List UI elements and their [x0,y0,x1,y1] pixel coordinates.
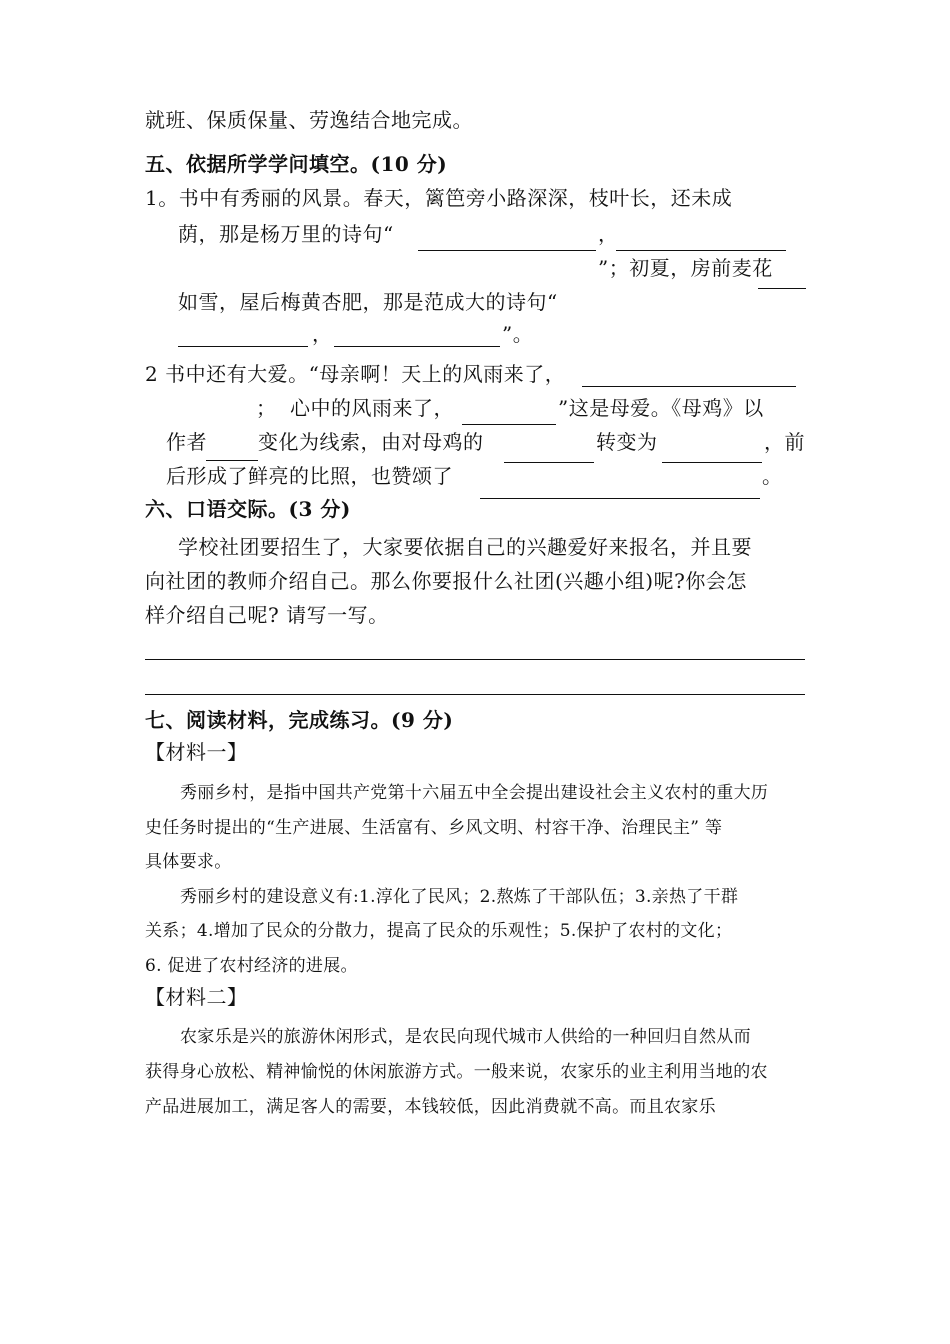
q1-line3: ”；初夏，房前麦花 [598,256,773,280]
material1-p1-line1: 秀丽乡村，是指中国共产党第十六届五中全会提出建设社会主义农村的重大历 [180,783,769,803]
q1-blank-5[interactable] [334,346,500,347]
intro-line: 就班、保质保量、劳逸结合地完成。 [145,108,473,132]
q1-line5a: ， [312,322,333,346]
q1-line4: 如雪，屋后梅黄杏肥，那是范成大的诗句“ [178,290,558,314]
q1-line2a: 荫，那是杨万里的诗句“ [178,222,394,246]
section6-line1: 学校社团要招生了，大家要依据自己的兴趣爱好来报名，并且要 [178,535,752,559]
material1-p1-line3: 具体要求。 [145,852,232,872]
q2-line1: 2 书中还有大爱。“母亲啊！天上的风雨来了， [145,362,566,386]
q2-line2a: ； [256,396,277,420]
q2-blank-2[interactable] [462,424,556,425]
q1-line2b: ， [598,222,619,246]
material2-line2: 获得身心放松、精神愉悦的休闲旅游方式。一般来说，农家乐的业主利用当地的农 [145,1062,768,1082]
q2-line4a: 后形成了鲜亮的比照，也赞颂了 [166,464,453,488]
q2-line3d: ，前 [764,430,805,454]
q1-blank-2[interactable] [616,250,786,251]
material2-label: 【材料二】 [145,985,248,1009]
material1-p1-line2: 史任务时提出的“生产进展、生活富有、乡风文明、村容干净、治理民主” 等 [145,818,723,838]
q2-blank-4[interactable] [504,462,594,463]
q2-line3a: 作者 [166,430,207,454]
q1-blank-4[interactable] [178,346,308,347]
material1-p2-line3: 6. 促进了农村经济的进展。 [145,956,358,976]
section5-title: 五、依据所学学问填空。(10 分) [145,152,448,176]
material2-line1: 农家乐是兴的旅游休闲形式，是农民向现代城市人供给的一种回归自然从而 [180,1027,751,1047]
q2-blank-3[interactable] [206,460,258,461]
answer-line-1[interactable] [145,659,805,660]
material2-line3: 产品进展加工，满足客人的需要，本钱较低，因此消费就不高。而且农家乐 [145,1097,716,1117]
q1-line1: 1。书中有秀丽的风景。春天，篱笆旁小路深深，枝叶长，还未成 [145,186,733,210]
material1-p2-line2: 关系；4.增加了民众的分散力，提高了民众的乐观性；5.保护了农村的文化； [145,921,733,941]
q2-line2b: 心中的风雨来了， [290,396,454,420]
section6-line3: 样介绍自己呢? 请写一写。 [145,603,389,627]
q1-blank-1[interactable] [418,250,596,251]
section7-title: 七、阅读材料，完成练习。(9 分) [145,708,454,732]
material1-label: 【材料一】 [145,740,248,764]
q1-line5b: ”。 [502,322,534,346]
q2-blank-6[interactable] [480,498,760,499]
material1-p2-line1: 秀丽乡村的建设意义有:1.淳化了民风；2.熬炼了干部队伍；3.亲热了干群 [180,887,739,907]
q2-line2c: ”这是母爱。《母鸡》以 [558,396,764,420]
q2-blank-1[interactable] [582,386,796,387]
q1-blank-3[interactable] [758,288,806,289]
answer-line-2[interactable] [145,694,805,695]
q2-line4b: 。 [762,464,783,488]
section6-title: 六、口语交际。(3 分) [145,497,351,521]
q2-blank-5[interactable] [662,462,762,463]
section6-line2: 向社团的教师介绍自己。那么你要报什么社团(兴趣小组)呢?你会怎 [145,569,747,593]
q2-line3c: 转变为 [596,430,658,454]
q2-line3b: 变化为线索，由对母鸡的 [258,430,484,454]
